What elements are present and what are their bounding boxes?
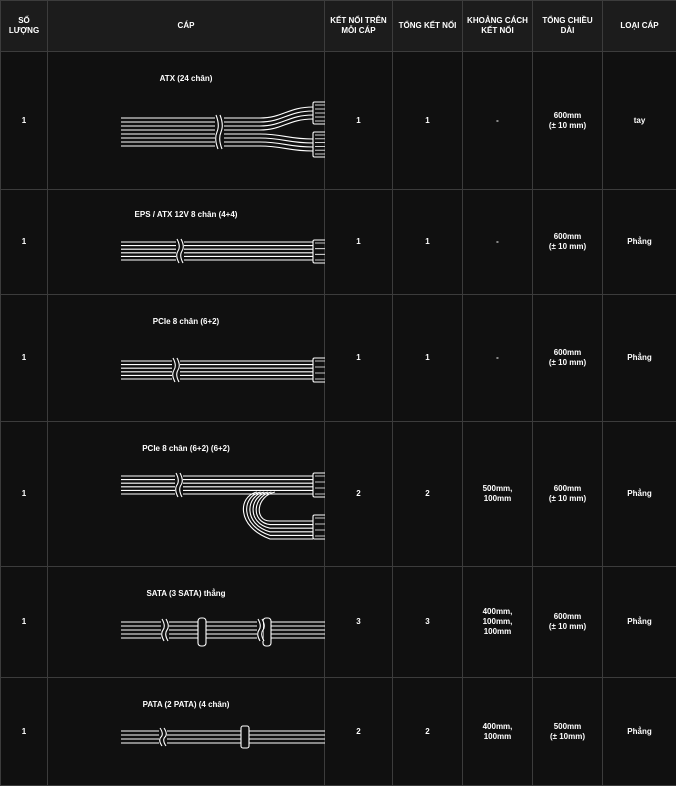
cable-type-cell: Phẳng xyxy=(603,567,676,678)
cable-name: EPS / ATX 12V 8 chân (4+4) xyxy=(48,210,324,220)
length-value: (± 10 mm) xyxy=(537,622,598,632)
cable-cell xyxy=(48,422,325,567)
cable-name: SATA (3 SATA) thẳng xyxy=(48,589,324,599)
cable-cell xyxy=(48,678,325,786)
spacing-cell xyxy=(463,52,533,190)
length-value: 600mm xyxy=(537,348,598,358)
table-row xyxy=(1,678,676,786)
total-conn-cell: 1 xyxy=(393,295,463,422)
spacing-value: 100mm xyxy=(467,627,528,637)
qty-cell: 1 xyxy=(1,567,48,678)
cable-name: PCIe 8 chân (6+2) xyxy=(48,317,324,327)
cable-type-cell: Phẳng xyxy=(603,678,676,786)
cable-name: PATA (2 PATA) (4 chân) xyxy=(48,700,324,710)
spacing-cell xyxy=(463,190,533,295)
spacing-value: 100mm xyxy=(467,494,528,504)
length-value: 600mm xyxy=(537,111,598,121)
pcie-dual-cable-icon xyxy=(48,422,325,567)
cable-name: PCIe 8 chân (6+2) (6+2) xyxy=(48,444,324,454)
cable-type-cell: Phẳng xyxy=(603,422,676,567)
header-qty: SỐ LƯỢNG xyxy=(1,1,48,52)
table-row xyxy=(1,567,676,678)
total-conn-cell: 1 xyxy=(393,52,463,190)
spacing-value: 500mm, xyxy=(467,484,528,494)
table-row xyxy=(1,422,676,567)
qty-cell: 1 xyxy=(1,678,48,786)
conn-per-cable-cell: 3 xyxy=(325,567,393,678)
length-cell xyxy=(533,190,603,295)
spacing-value: 400mm, xyxy=(467,722,528,732)
qty-cell: 1 xyxy=(1,295,48,422)
header-cable: CÁP xyxy=(48,1,325,52)
spacing-value: 100mm, xyxy=(467,617,528,627)
length-value: 600mm xyxy=(537,484,598,494)
header-total-length: TỔNG CHIỀU DÀI xyxy=(533,1,603,52)
header-row xyxy=(1,1,676,52)
cable-type-cell: Phẳng xyxy=(603,295,676,422)
conn-per-cable-cell: 1 xyxy=(325,295,393,422)
length-cell xyxy=(533,567,603,678)
header-conn-per-cable: KẾT NỐI TRÊN MỖI CÁP xyxy=(325,1,393,52)
sata-cable-icon xyxy=(48,567,325,678)
eps-8pin-cable-icon xyxy=(48,190,325,295)
length-cell xyxy=(533,678,603,786)
spacing-cell xyxy=(463,567,533,678)
table-row xyxy=(1,295,676,422)
total-conn-cell: 2 xyxy=(393,422,463,567)
pcie-8pin-cable-icon xyxy=(48,295,325,422)
table-row xyxy=(1,52,676,190)
header-cable-type: LOẠI CÁP xyxy=(603,1,676,52)
total-conn-cell: 3 xyxy=(393,567,463,678)
cable-type-cell: Phẳng xyxy=(603,190,676,295)
qty-cell: 1 xyxy=(1,422,48,567)
pata-cable-icon xyxy=(48,678,325,786)
spacing-value: - xyxy=(467,116,528,126)
length-value: (± 10mm) xyxy=(537,732,598,742)
spacing-cell xyxy=(463,295,533,422)
header-conn-spacing: KHOẢNG CÁCH KẾT NỐI xyxy=(463,1,533,52)
length-cell xyxy=(533,295,603,422)
spacing-value: 100mm xyxy=(467,732,528,742)
conn-per-cable-cell: 2 xyxy=(325,678,393,786)
table-row xyxy=(1,190,676,295)
length-cell xyxy=(533,422,603,567)
conn-per-cable-cell: 1 xyxy=(325,190,393,295)
cable-name: ATX (24 chân) xyxy=(48,74,324,84)
length-value: 600mm xyxy=(537,232,598,242)
cable-cell xyxy=(48,190,325,295)
header-total-conn: TỔNG KẾT NỐI xyxy=(393,1,463,52)
length-value: (± 10 mm) xyxy=(537,494,598,504)
length-value: (± 10 mm) xyxy=(537,242,598,252)
length-value: 600mm xyxy=(537,612,598,622)
length-value: (± 10 mm) xyxy=(537,121,598,131)
spacing-cell xyxy=(463,422,533,567)
cable-cell xyxy=(48,567,325,678)
qty-cell: 1 xyxy=(1,190,48,295)
spacing-value: - xyxy=(467,353,528,363)
spacing-value: - xyxy=(467,237,528,247)
cable-cell xyxy=(48,52,325,190)
cable-cell xyxy=(48,295,325,422)
spacing-cell xyxy=(463,678,533,786)
length-cell xyxy=(533,52,603,190)
length-value: 500mm xyxy=(537,722,598,732)
total-conn-cell: 1 xyxy=(393,190,463,295)
qty-cell: 1 xyxy=(1,52,48,190)
cable-type-cell: tay xyxy=(603,52,676,190)
spacing-value: 400mm, xyxy=(467,607,528,617)
atx-24pin-cable-icon xyxy=(48,52,325,190)
total-conn-cell: 2 xyxy=(393,678,463,786)
length-value: (± 10 mm) xyxy=(537,358,598,368)
conn-per-cable-cell: 1 xyxy=(325,52,393,190)
conn-per-cable-cell: 2 xyxy=(325,422,393,567)
